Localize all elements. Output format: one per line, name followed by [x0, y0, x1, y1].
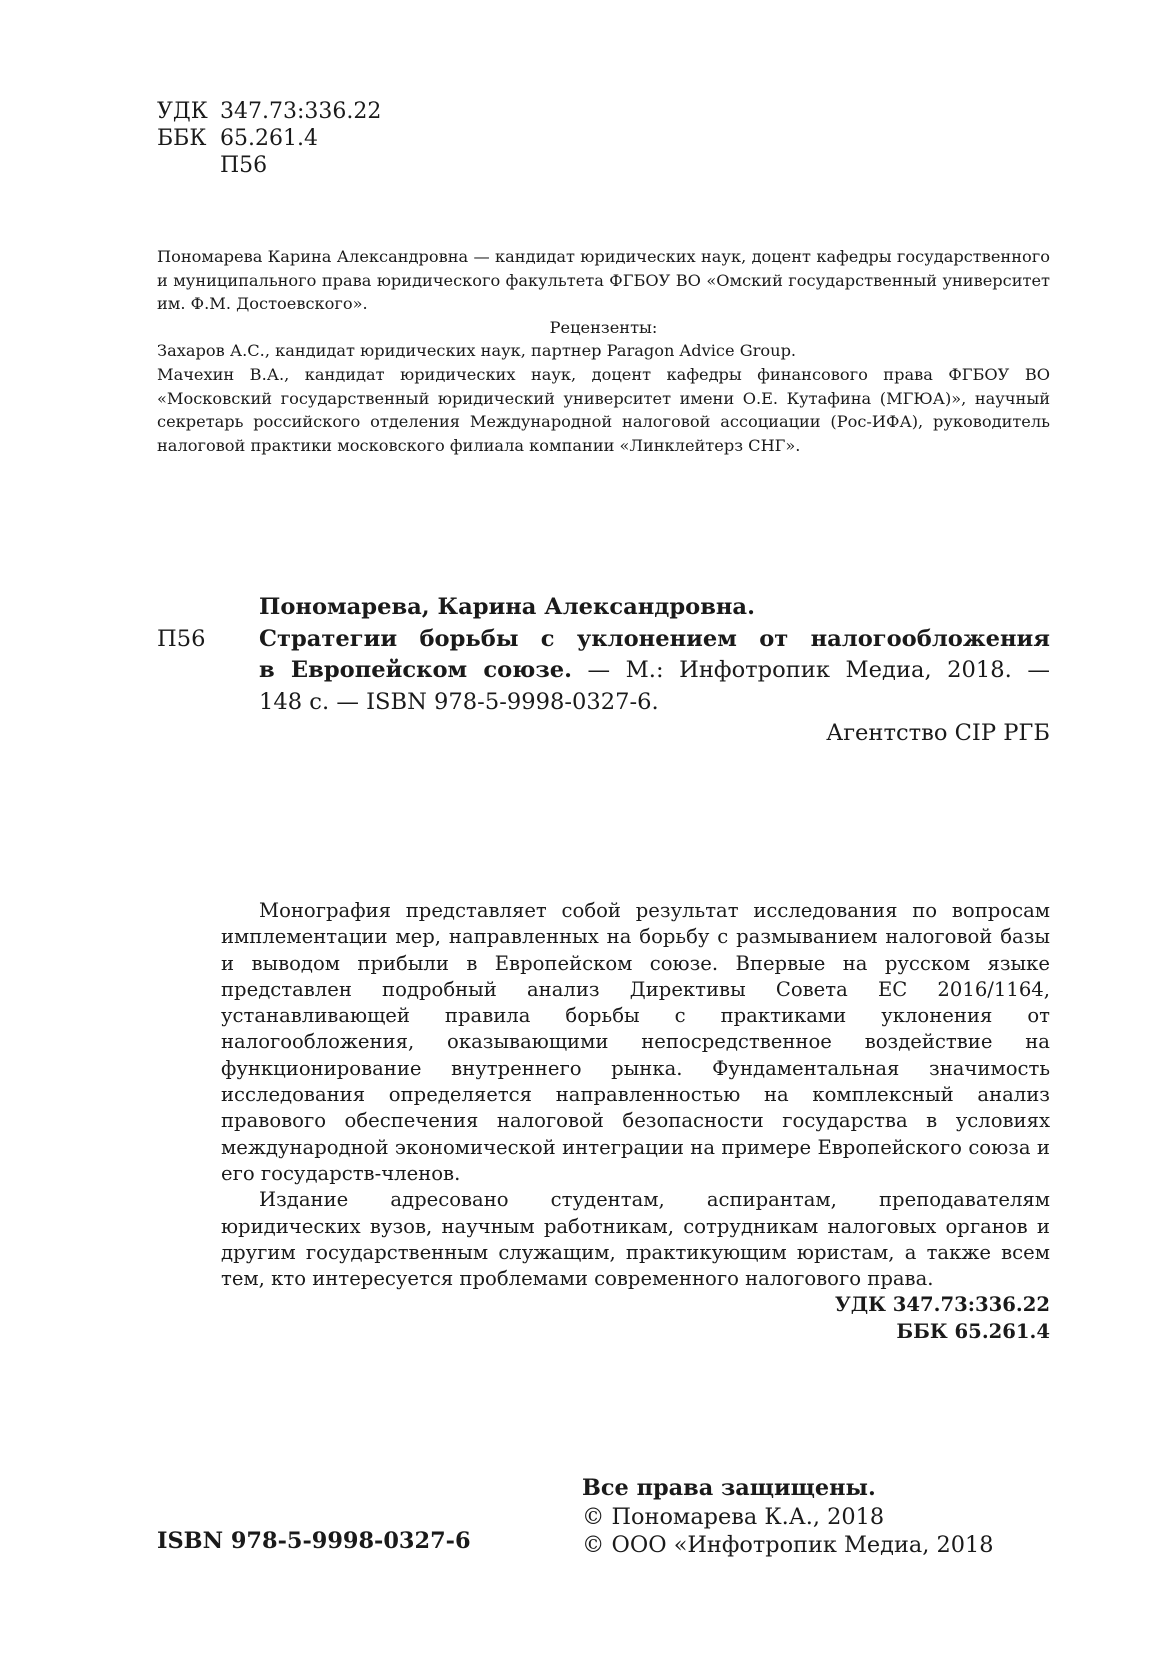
reviewer-item: Мачехин В.А., кандидат юридических наук, доцент кафедры финансового права ФГБОУ ВО «Московский государственный юридический университет имени О.Е. Кутафина (МГЮА)», научный секретарь российского отделения Международной налоговой ассоциации (Рос-ИФА), руководитель налоговой практики московского филиала компании «Линклейтерз СНГ».: [157, 364, 1050, 455]
abstract-block: [221, 898, 1050, 1345]
author-description: Пономарева Карина Александровна — кандидат юридических наук, доцент кафедры государственного и муниципального права юридического факультета ФГБОУ ВО «Омский государственный университет им. Ф.М. Достоевского».: [157, 247, 1050, 314]
author-mark: П56: [220, 153, 268, 178]
abstract-paragraph: Монография представляет собой результат исследования по вопросам имплементации мер, направленных на борьбу с размыванием налоговой базы и выводом прибыли в Европейском союзе. Впервые на русском языке представлен подробный анализ Директивы Совета ЕС 2016/1164, устанавливающей правила борьбы с практиками уклонения от налогообложения, оказывающими непосредственное воздействие на функционирование внутреннего рынка. Фундаментальная значимость исследования определяется направленностью на комплексный анализ правового обеспечения налоговой безопасности государства в условиях международной экономической интеграции на примере Европейского союза и его государств-членов.: [221, 899, 1050, 1185]
abstract-udk: УДК 347.73:336.22: [834, 1293, 1050, 1317]
rights-reserved: Все права защищены.: [582, 1475, 876, 1501]
abstract-bbk: ББК 65.261.4: [896, 1319, 1050, 1343]
biblio-pages-isbn: 148 с. — ISBN 978-5-9998-0327-6.: [259, 688, 659, 715]
biblio-title-line2: в Европейском союзе.: [259, 657, 573, 683]
rights-block: [582, 1474, 993, 1560]
biblio-publication: — М.: Инфотропик Медиа, 2018. —: [572, 657, 1050, 683]
udk-row: [157, 98, 381, 125]
isbn-number: ISBN 978-5-9998-0327-6: [157, 1528, 471, 1554]
copyright-publisher: © ООО «Инфотропик Медиа, 2018: [582, 1532, 994, 1558]
biblio-title-line1: Стратегии борьбы с уклонением от налогообложения: [259, 625, 1050, 652]
udk-value: 347.73:336.22: [220, 99, 382, 124]
abstract-paragraph: Издание адресовано студентам, аспирантам, преподавателям юридических вузов, научным работникам, сотрудникам налоговых органов и другим государственным служащим, практикующим юристам, а также всем тем, кто интересуется проблемами современного налогового права.: [221, 1188, 1050, 1291]
bbk-row: [157, 125, 381, 152]
reviewer-item: Захаров А.С., кандидат юридических наук, партнер Paragon Advice Group.: [157, 341, 797, 361]
bibliographic-record: [157, 592, 1050, 750]
biblio-author: Пономарева, Карина Александровна.: [259, 594, 755, 620]
biblio-agency: Агентство CIP РГБ: [826, 720, 1050, 746]
bbk-label: ББК: [157, 126, 207, 151]
copyright-author: © Пономарева К.А., 2018: [582, 1503, 885, 1530]
udk-label: УДК: [157, 99, 208, 124]
bbk-value: 65.261.4: [220, 126, 318, 151]
classification-codes: [157, 98, 381, 179]
author-mark-row: [157, 152, 381, 179]
author-info-block: [157, 245, 1050, 457]
biblio-code: П56: [157, 625, 206, 652]
reviewers-heading: Рецензенты:: [549, 317, 658, 337]
